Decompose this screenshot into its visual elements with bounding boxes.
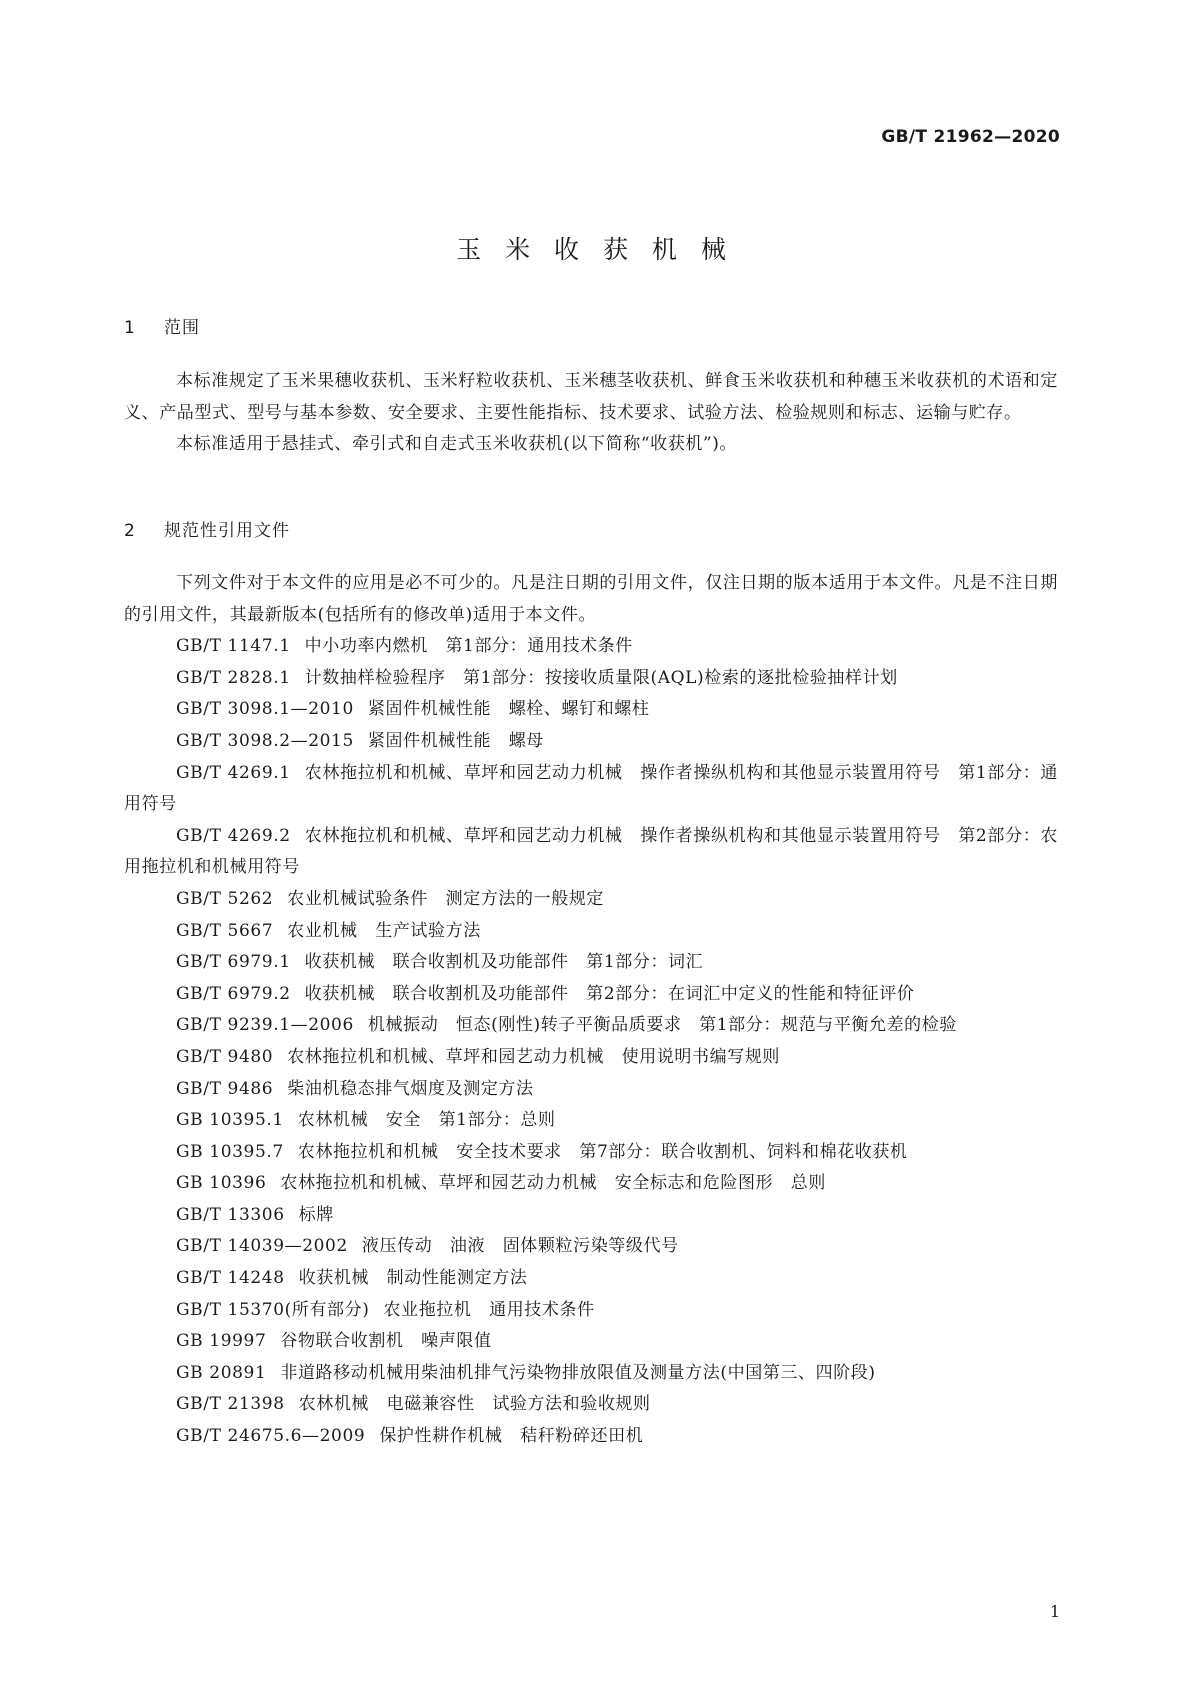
reference-code: GB/T 4269.2 — [176, 825, 291, 846]
section-1-number: 1 — [124, 318, 136, 338]
reference-code: GB 10395.7 — [176, 1141, 284, 1162]
reference-title: 紧固件机械性能 螺栓、螺钉和螺柱 — [367, 699, 650, 720]
reference-code: GB 10396 — [176, 1173, 267, 1194]
reference-item — [124, 1074, 1058, 1106]
reference-title: 保护性耕作机械 秸秆粉碎还田机 — [379, 1426, 644, 1447]
reference-code: GB/T 21398 — [176, 1394, 285, 1415]
references-intro: 下列文件对于本文件的应用是必不可少的。凡是注日期的引用文件，仅注日期的版本适用于本文件。凡是不注日期的引用文件，其最新版本(包括所有的修改单)适用于本文件。 — [124, 573, 1058, 625]
reference-item — [124, 663, 1058, 695]
reference-item — [124, 1105, 1058, 1137]
document-title: 玉 米 收 获 机 械 — [456, 235, 734, 264]
reference-code: GB/T 9480 — [176, 1046, 274, 1067]
reference-item — [124, 1168, 1058, 1200]
section-2-body — [124, 568, 1058, 1453]
page-number: 1 — [1049, 1602, 1060, 1621]
section-1-heading — [124, 313, 200, 338]
reference-code: GB/T 14248 — [176, 1268, 285, 1289]
reference-code: GB/T 24675.6—2009 — [176, 1426, 366, 1447]
reference-code: GB/T 2828.1 — [176, 667, 291, 688]
reference-item — [124, 1421, 1058, 1453]
reference-title: 非道路移动机械用柴油机排气污染物排放限值及测量方法(中国第三、四阶段) — [280, 1362, 876, 1383]
reference-item — [124, 916, 1058, 948]
reference-code: GB/T 6979.1 — [176, 952, 291, 973]
reference-item — [124, 1200, 1058, 1232]
reference-item — [124, 1358, 1058, 1390]
section-2-number: 2 — [124, 521, 136, 541]
reference-code: GB/T 1147.1 — [176, 636, 291, 657]
reference-item — [124, 884, 1058, 916]
reference-code: GB/T 13306 — [176, 1204, 285, 1225]
reference-item — [124, 1010, 1058, 1042]
scope-paragraph: 本标准适用于悬挂式、牵引式和自走式玉米收获机(以下简称“收获机”)。 — [176, 434, 738, 455]
reference-item — [124, 726, 1058, 758]
reference-item — [124, 979, 1058, 1011]
reference-code: GB/T 3098.2—2015 — [176, 730, 354, 751]
reference-item — [124, 1137, 1058, 1169]
document-code: GB/T 21962—2020 — [881, 127, 1060, 147]
reference-code: GB/T 9486 — [176, 1078, 274, 1099]
reference-item — [124, 1231, 1058, 1263]
reference-title: 收获机械 联合收割机及功能部件 第2部分：在词汇中定义的性能和特征评价 — [304, 983, 915, 1004]
reference-code: GB/T 5262 — [176, 888, 274, 909]
reference-title: 计数抽样检验程序 第1部分：按接收质量限(AQL)检索的逐批检验抽样计划 — [304, 667, 898, 688]
section-1-title: 范围 — [164, 318, 200, 338]
reference-title: 农业机械试验条件 测定方法的一般规定 — [287, 888, 605, 909]
reference-title: 农林拖拉机和机械、草坪和园艺动力机械 安全标志和危险图形 总则 — [280, 1173, 826, 1194]
reference-title: 机械振动 恒态(刚性)转子平衡品质要求 第1部分：规范与平衡允差的检验 — [367, 1015, 957, 1036]
reference-title: 紧固件机械性能 螺母 — [367, 730, 544, 751]
reference-code: GB 10395.1 — [176, 1110, 284, 1131]
reference-title: 谷物联合收割机 噪声限值 — [280, 1331, 492, 1352]
reference-title: 收获机械 联合收割机及功能部件 第1部分：词汇 — [304, 952, 704, 973]
reference-code: GB/T 9239.1—2006 — [176, 1015, 354, 1036]
reference-title: 柴油机稳态排气烟度及测定方法 — [287, 1078, 534, 1099]
reference-title: 农林机械 安全 第1部分：总则 — [297, 1110, 556, 1131]
section-2-heading — [124, 516, 290, 541]
reference-title: 农林拖拉机和机械、草坪和园艺动力机械 操作者操纵机构和其他显示装置用符号 第1部分：通用符号 — [124, 762, 1058, 815]
section-1-body — [124, 366, 1058, 461]
scope-paragraph: 本标准规定了玉米果穗收获机、玉米籽粒收获机、玉米穗茎收获机、鲜食玉米收获机和种穗玉米收获机的术语和定义、产品型式、型号与基本参数、安全要求、主要性能指标、技术要求、试验方法、检验规则和标志、运输与贮存。 — [124, 371, 1058, 423]
reference-code: GB/T 6979.2 — [176, 983, 291, 1004]
reference-code: GB/T 15370(所有部分) — [176, 1299, 370, 1320]
reference-title: 农林拖拉机和机械、草坪和园艺动力机械 操作者操纵机构和其他显示装置用符号 第2部分：农用拖拉机和机械用符号 — [124, 825, 1058, 878]
reference-title: 农业拖拉机 通用技术条件 — [383, 1299, 595, 1320]
reference-title: 中小功率内燃机 第1部分：通用技术条件 — [304, 636, 633, 657]
reference-list — [124, 631, 1058, 1452]
reference-item — [124, 631, 1058, 663]
reference-title: 液压传动 油液 固体颗粒污染等级代号 — [361, 1236, 679, 1257]
reference-item — [124, 694, 1058, 726]
reference-item — [124, 1389, 1058, 1421]
reference-code: GB/T 5667 — [176, 920, 274, 941]
reference-title: 农林拖拉机和机械 安全技术要求 第7部分：联合收割机、饲料和棉花收获机 — [297, 1141, 908, 1162]
reference-code: GB/T 4269.1 — [176, 762, 291, 783]
reference-title: 农林机械 电磁兼容性 试验方法和验收规则 — [298, 1394, 651, 1415]
reference-title: 农业机械 生产试验方法 — [287, 920, 481, 941]
reference-title: 收获机械 制动性能测定方法 — [298, 1268, 528, 1289]
reference-code: GB 19997 — [176, 1331, 267, 1352]
reference-item — [124, 1263, 1058, 1295]
reference-code: GB/T 3098.1—2010 — [176, 699, 354, 720]
reference-item — [124, 1295, 1058, 1327]
reference-item — [124, 758, 1058, 821]
reference-item — [124, 947, 1058, 979]
reference-title: 农林拖拉机和机械、草坪和园艺动力机械 使用说明书编写规则 — [287, 1046, 781, 1067]
reference-code: GB/T 14039—2002 — [176, 1236, 348, 1257]
reference-item — [124, 1326, 1058, 1358]
reference-item — [124, 1042, 1058, 1074]
reference-code: GB 20891 — [176, 1362, 267, 1383]
reference-item — [124, 821, 1058, 884]
reference-title: 标牌 — [298, 1204, 334, 1225]
section-2-title: 规范性引用文件 — [164, 521, 290, 541]
